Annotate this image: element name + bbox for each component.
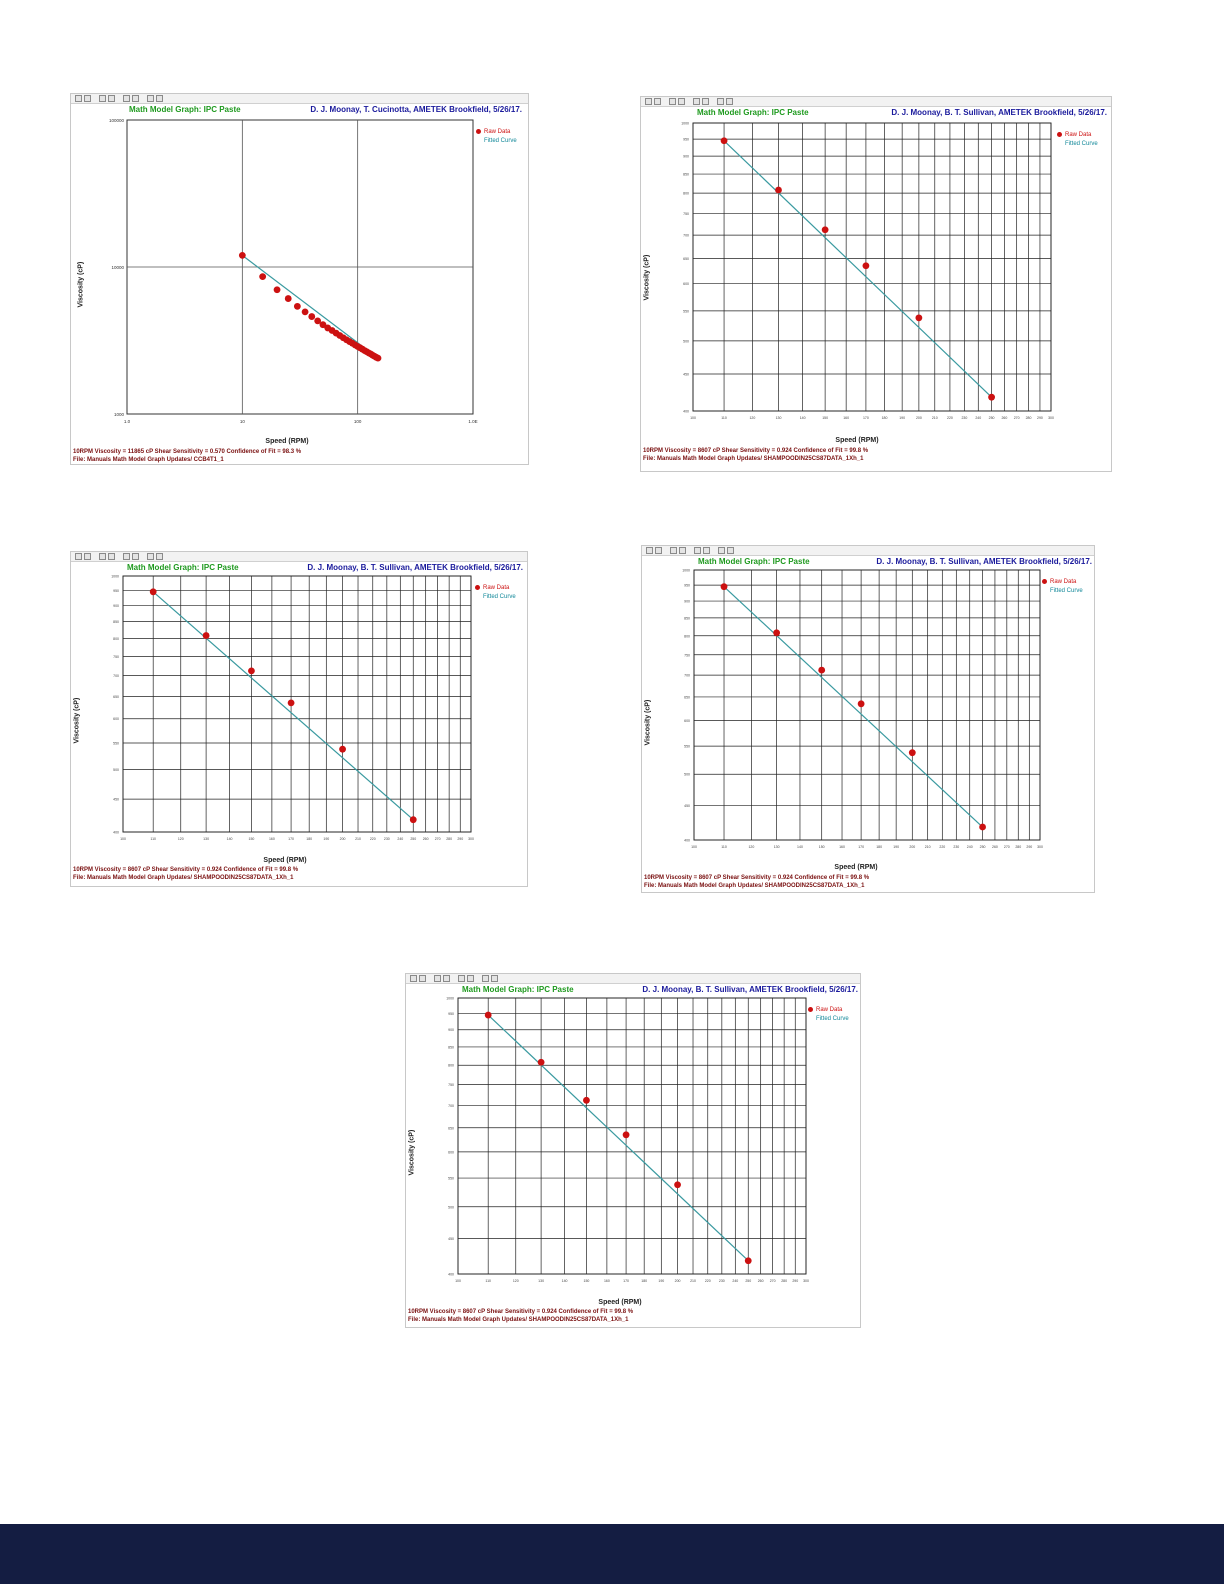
x-tick-label: 290 (457, 837, 464, 841)
x-tick-label: 140 (797, 845, 803, 849)
x-tick-label: 150 (248, 837, 255, 841)
x-tick-label: 110 (721, 845, 727, 849)
x-tick-label: 190 (323, 837, 330, 841)
toolbar-zoom-icon[interactable] (108, 553, 115, 560)
x-tick-label: 260 (1001, 416, 1008, 420)
raw-data-marker-icon (476, 129, 481, 134)
toolbar-zoom-icon[interactable] (123, 553, 130, 560)
raw-data-point (818, 667, 825, 674)
toolbar-save-icon[interactable] (156, 553, 163, 560)
x-tick-label: 260 (757, 1279, 764, 1283)
plot-area (432, 996, 809, 1290)
raw-data-marker-icon (1042, 579, 1047, 584)
graph-file-path: File: Manuals Math Model Graph Updates/ SHAMPOODIN25CS87DATA_1Xh_1 (408, 1317, 629, 1323)
x-tick-label: 280 (1025, 416, 1032, 420)
toolbar-print-icon[interactable] (147, 553, 154, 560)
y-axis-label: Viscosity (cP) (644, 699, 652, 746)
y-tick-label: 10000 (111, 265, 124, 270)
toolbar-arrow-icon[interactable] (419, 975, 426, 982)
raw-data-marker-icon (1057, 132, 1062, 137)
raw-data-point (538, 1059, 545, 1066)
graph-file-path: File: Manuals Math Model Graph Updates/ SHAMPOODIN25CS87DATA_1Xh_1 (73, 875, 294, 881)
y-tick-label: 600 (448, 1150, 454, 1155)
x-tick-label: 130 (538, 1279, 545, 1283)
y-tick-label: 1000 (681, 121, 689, 126)
toolbar-arrow-icon[interactable] (75, 95, 82, 102)
graph-toolbar (71, 552, 527, 562)
toolbar-zoom-icon[interactable] (99, 95, 106, 102)
x-tick-label: 170 (862, 416, 869, 420)
x-tick-label: 180 (641, 1279, 648, 1283)
x-axis-label: Speed (RPM) (265, 438, 309, 445)
toolbar-zoom-icon[interactable] (693, 98, 700, 105)
toolbar-print-icon[interactable] (147, 95, 154, 102)
x-tick-label: 120 (748, 845, 755, 849)
x-tick-label: 210 (690, 1279, 696, 1283)
toolbar-zoom-icon[interactable] (678, 98, 685, 105)
y-tick-label: 450 (683, 372, 689, 377)
y-tick-label: 900 (113, 603, 119, 608)
y-tick-label: 800 (448, 1063, 454, 1068)
toolbar-arrow-icon[interactable] (84, 553, 91, 560)
toolbar-save-icon[interactable] (156, 95, 163, 102)
x-tick-label: 220 (369, 837, 376, 841)
x-tick-label: 100 (353, 419, 362, 424)
x-tick-label: 280 (781, 1279, 788, 1283)
y-tick-label: 450 (684, 803, 690, 808)
y-tick-label: 700 (113, 674, 119, 679)
graph-legend (1057, 131, 1098, 149)
x-tick-label: 280 (1015, 845, 1022, 849)
y-tick-label: 700 (448, 1103, 454, 1108)
x-tick-label: 100 (691, 845, 697, 849)
y-tick-label: 500 (448, 1205, 454, 1210)
toolbar-arrow-icon[interactable] (654, 98, 661, 105)
graph-toolbar (642, 546, 1094, 556)
y-tick-label: 900 (683, 154, 689, 159)
raw-data-point (150, 588, 157, 595)
y-tick-label: 650 (113, 694, 119, 699)
toolbar-arrow-icon[interactable] (84, 95, 91, 102)
raw-data-point (623, 1131, 630, 1138)
y-tick-label: 950 (684, 583, 690, 588)
x-tick-label: 160 (843, 416, 850, 420)
raw-data-point (863, 262, 870, 269)
y-tick-label: 600 (113, 717, 119, 722)
graph-legend (475, 584, 516, 602)
y-tick-label: 850 (113, 619, 119, 624)
x-tick-label: 230 (953, 845, 960, 849)
plot-area (667, 121, 1054, 427)
raw-data-marker-icon (475, 585, 480, 590)
x-tick-label: 200 (339, 837, 346, 841)
toolbar-zoom-icon[interactable] (108, 95, 115, 102)
graph-stats: 10RPM Viscosity = 8607 cP Shear Sensitivity = 0.924 Confidence of Fit = 99.8 % (644, 875, 870, 881)
y-tick-label: 850 (448, 1045, 454, 1050)
legend-fit-label: Fitted Curve (1065, 141, 1098, 147)
graph-title: Math Model Graph: IPC Paste (462, 985, 574, 994)
raw-data-point (410, 816, 417, 823)
graph-stats: 10RPM Viscosity = 8607 cP Shear Sensitivity = 0.924 Confidence of Fit = 99.8 % (408, 1309, 634, 1315)
y-tick-label: 800 (683, 191, 689, 196)
page-footer-band (0, 1524, 1224, 1584)
graph-stats: 10RPM Viscosity = 11865 cP Shear Sensitivity = 0.570 Confidence of Fit = 98.3 % (73, 449, 302, 455)
y-tick-label: 750 (683, 211, 689, 216)
legend-fit-label: Fitted Curve (816, 1016, 849, 1022)
y-tick-label: 100000 (108, 118, 124, 123)
x-tick-label: 220 (939, 845, 946, 849)
x-tick-label: 120 (749, 416, 756, 420)
x-tick-label: 140 (226, 837, 233, 841)
toolbar-zoom-icon[interactable] (443, 975, 450, 982)
x-tick-label: 230 (383, 837, 390, 841)
x-tick-label: 200 (674, 1279, 681, 1283)
y-tick-label: 800 (113, 636, 119, 641)
raw-data-point (274, 286, 281, 293)
toolbar-arrow-icon[interactable] (645, 98, 652, 105)
y-tick-label: 400 (683, 409, 689, 414)
raw-data-point (988, 394, 995, 401)
x-tick-label: 10 (239, 419, 245, 424)
x-tick-label: 250 (988, 416, 995, 420)
legend-fit-label: Fitted Curve (484, 138, 517, 144)
raw-data-point (285, 295, 292, 302)
legend-raw-label: Raw Data (483, 585, 510, 591)
plot-frame (693, 123, 1051, 411)
x-tick-label: 210 (931, 416, 938, 420)
x-tick-label: 210 (924, 845, 931, 849)
x-tick-label: 290 (1026, 845, 1033, 849)
x-tick-label: 240 (732, 1279, 739, 1283)
raw-data-point (674, 1181, 681, 1188)
x-tick-label: 300 (803, 1279, 809, 1283)
toolbar-arrow-icon[interactable] (655, 547, 662, 554)
x-axis-label: Speed (RPM) (598, 1299, 642, 1306)
x-tick-label: 180 (876, 845, 883, 849)
x-tick-label: 250 (745, 1279, 752, 1283)
graph-stats: 10RPM Viscosity = 8607 cP Shear Sensitivity = 0.924 Confidence of Fit = 99.8 % (73, 867, 299, 873)
toolbar-zoom-icon[interactable] (702, 98, 709, 105)
x-tick-label: 160 (268, 837, 275, 841)
legend-raw-label: Raw Data (1050, 579, 1077, 585)
y-tick-label: 400 (113, 830, 119, 835)
raw-data-point (259, 273, 266, 280)
graph-title: Math Model Graph: IPC Paste (129, 105, 241, 114)
raw-data-point (909, 749, 916, 756)
raw-data-point (294, 303, 301, 310)
y-tick-label: 650 (448, 1126, 454, 1131)
x-tick-label: 180 (306, 837, 313, 841)
toolbar-zoom-icon[interactable] (132, 553, 139, 560)
toolbar-arrow-icon[interactable] (75, 553, 82, 560)
graph-panel-1 (70, 93, 529, 465)
y-tick-label: 950 (448, 1011, 454, 1016)
toolbar-zoom-icon[interactable] (679, 547, 686, 554)
legend-raw-label: Raw Data (484, 129, 511, 135)
toolbar-zoom-icon[interactable] (99, 553, 106, 560)
graph-panel-5 (405, 973, 861, 1328)
y-tick-label: 750 (113, 654, 119, 659)
x-tick-label: 240 (397, 837, 404, 841)
x-tick-label: 1.0 (123, 419, 131, 424)
x-tick-label: 200 (909, 845, 916, 849)
y-tick-label: 750 (684, 653, 690, 658)
x-tick-label: 210 (355, 837, 361, 841)
x-tick-label: 200 (915, 416, 922, 420)
x-tick-label: 100 (120, 837, 126, 841)
x-tick-label: 120 (512, 1279, 519, 1283)
raw-data-point (339, 746, 346, 753)
y-tick-label: 750 (448, 1083, 454, 1088)
graph-legend (476, 128, 517, 146)
legend-fit-label: Fitted Curve (1050, 588, 1083, 594)
x-tick-label: 290 (792, 1279, 799, 1283)
x-tick-label: 100 (455, 1279, 461, 1283)
toolbar-zoom-icon[interactable] (458, 975, 465, 982)
graph-panel-4 (641, 545, 1095, 893)
y-tick-label: 1000 (113, 412, 124, 417)
x-axis-label: Speed (RPM) (835, 437, 879, 444)
x-tick-label: 170 (623, 1279, 630, 1283)
x-tick-label: 290 (1037, 416, 1043, 420)
graph-author: D. J. Moonay, T. Cucinotta, AMETEK Brookfield, 5/26/17. (310, 105, 522, 114)
graph-file-path: File: Manuals Math Model Graph Updates/ CCB4T1_1 (73, 457, 224, 463)
graph-file-path: File: Manuals Math Model Graph Updates/ SHAMPOODIN25CS87DATA_1Xh_1 (643, 456, 864, 462)
y-axis-label: Viscosity (cP) (77, 261, 85, 308)
y-tick-label: 1000 (446, 996, 454, 1001)
x-tick-label: 220 (947, 416, 953, 420)
x-tick-label: 130 (775, 416, 782, 420)
legend-raw-label: Raw Data (1065, 132, 1092, 138)
y-tick-label: 450 (448, 1237, 454, 1242)
x-axis-label: Speed (RPM) (834, 864, 878, 871)
graph-author: D. J. Moonay, B. T. Sullivan, AMETEK Brookfield, 5/26/17. (876, 557, 1092, 566)
graph-title: Math Model Graph: IPC Paste (127, 563, 239, 572)
toolbar-zoom-icon[interactable] (467, 975, 474, 982)
x-tick-label: 130 (773, 845, 780, 849)
y-tick-label: 400 (684, 838, 690, 843)
toolbar-zoom-icon[interactable] (703, 547, 710, 554)
toolbar-arrow-icon[interactable] (410, 975, 417, 982)
x-tick-label: 240 (975, 416, 982, 420)
y-tick-label: 1000 (111, 574, 119, 579)
x-tick-label: 280 (446, 837, 453, 841)
x-axis-label: Speed (RPM) (263, 857, 307, 864)
y-tick-label: 800 (684, 634, 690, 639)
raw-data-point (288, 699, 295, 706)
raw-data-point (485, 1012, 492, 1019)
x-tick-label: 270 (1003, 845, 1010, 849)
x-tick-label: 120 (177, 837, 184, 841)
y-tick-label: 450 (113, 797, 119, 802)
x-tick-label: 260 (422, 837, 429, 841)
x-tick-label: 190 (658, 1279, 665, 1283)
legend-fit-label: Fitted Curve (483, 594, 516, 600)
x-tick-label: 100 (690, 416, 696, 420)
y-tick-label: 950 (683, 137, 689, 142)
x-tick-label: 170 (858, 845, 865, 849)
y-tick-label: 550 (113, 741, 119, 746)
graph-title: Math Model Graph: IPC Paste (697, 108, 809, 117)
y-axis-label: Viscosity (cP) (643, 254, 651, 301)
raw-data-point (239, 252, 246, 259)
x-tick-label: 110 (150, 837, 156, 841)
toolbar-print-icon[interactable] (482, 975, 489, 982)
y-tick-label: 500 (683, 339, 689, 344)
graph-title: Math Model Graph: IPC Paste (698, 557, 810, 566)
toolbar-zoom-icon[interactable] (434, 975, 441, 982)
graph-panel-2 (640, 96, 1112, 472)
y-tick-label: 550 (683, 309, 689, 314)
graph-author: D. J. Moonay, B. T. Sullivan, AMETEK Brookfield, 5/26/17. (642, 985, 858, 994)
plot-area (97, 574, 474, 848)
y-axis-label: Viscosity (cP) (73, 697, 81, 744)
y-tick-label: 550 (684, 744, 690, 749)
x-tick-label: 170 (288, 837, 295, 841)
y-tick-label: 850 (683, 172, 689, 177)
x-tick-label: 260 (992, 845, 998, 849)
graph-toolbar (406, 974, 860, 984)
toolbar-zoom-icon[interactable] (123, 95, 130, 102)
raw-data-point (248, 668, 255, 675)
x-tick-label: 270 (434, 837, 441, 841)
graph-toolbar (71, 94, 528, 104)
x-tick-label: 110 (485, 1279, 491, 1283)
raw-data-point (822, 226, 829, 233)
y-axis-label: Viscosity (cP) (408, 1129, 416, 1176)
toolbar-zoom-icon[interactable] (132, 95, 139, 102)
x-tick-label: 180 (881, 416, 888, 420)
graph-author: D. J. Moonay, B. T. Sullivan, AMETEK Brookfield, 5/26/17. (307, 563, 523, 572)
y-tick-label: 550 (448, 1176, 454, 1181)
x-tick-label: 190 (899, 416, 906, 420)
y-tick-label: 950 (113, 588, 119, 593)
raw-data-point (858, 700, 865, 707)
y-tick-label: 1000 (682, 568, 690, 573)
x-tick-label: 230 (961, 416, 968, 420)
plot-area (668, 568, 1043, 856)
x-tick-label: 110 (721, 416, 727, 420)
y-tick-label: 850 (684, 616, 690, 621)
x-tick-label: 300 (468, 837, 474, 841)
graph-legend (1042, 578, 1083, 596)
y-tick-label: 650 (684, 695, 690, 700)
graph-file-path: File: Manuals Math Model Graph Updates/ SHAMPOODIN25CS87DATA_1Xh_1 (644, 883, 865, 889)
raw-data-point (375, 355, 382, 362)
y-tick-label: 700 (683, 233, 689, 238)
x-tick-label: 300 (1037, 845, 1043, 849)
raw-data-point (915, 314, 922, 321)
x-tick-label: 270 (1013, 416, 1020, 420)
y-tick-label: 700 (684, 673, 690, 678)
plot-frame (458, 998, 806, 1274)
toolbar-save-icon[interactable] (726, 98, 733, 105)
raw-data-point (721, 137, 728, 144)
x-tick-label: 130 (203, 837, 210, 841)
x-tick-label: 150 (822, 416, 829, 420)
raw-data-point (745, 1257, 752, 1264)
x-tick-label: 150 (818, 845, 825, 849)
x-tick-label: 270 (769, 1279, 776, 1283)
y-tick-label: 600 (684, 719, 690, 724)
x-tick-label: 150 (583, 1279, 590, 1283)
raw-data-marker-icon (808, 1007, 813, 1012)
y-tick-label: 650 (683, 256, 689, 261)
x-tick-label: 140 (799, 416, 806, 420)
y-tick-label: 900 (448, 1028, 454, 1033)
toolbar-arrow-icon[interactable] (646, 547, 653, 554)
graph-legend (808, 1006, 849, 1024)
raw-data-point (773, 629, 780, 636)
raw-data-point (302, 308, 309, 315)
plot-area (101, 118, 478, 430)
toolbar-print-icon[interactable] (717, 98, 724, 105)
graph-stats: 10RPM Viscosity = 8607 cP Shear Sensitivity = 0.924 Confidence of Fit = 99.8 % (643, 448, 869, 454)
x-tick-label: 190 (893, 845, 900, 849)
graph-author: D. J. Moonay, B. T. Sullivan, AMETEK Brookfield, 5/26/17. (891, 108, 1107, 117)
toolbar-save-icon[interactable] (727, 547, 734, 554)
plot-frame (123, 576, 471, 832)
toolbar-zoom-icon[interactable] (694, 547, 701, 554)
raw-data-point (721, 583, 728, 590)
x-tick-label: 160 (839, 845, 845, 849)
toolbar-zoom-icon[interactable] (669, 98, 676, 105)
y-tick-label: 500 (684, 772, 690, 777)
graph-panel-3 (70, 551, 528, 887)
x-tick-label: 1.0E (468, 419, 478, 424)
raw-data-point (203, 632, 210, 639)
raw-data-point (775, 187, 782, 194)
x-tick-label: 250 (410, 837, 417, 841)
toolbar-save-icon[interactable] (491, 975, 498, 982)
y-tick-label: 400 (448, 1272, 454, 1277)
graph-toolbar (641, 97, 1111, 107)
x-tick-label: 140 (561, 1279, 568, 1283)
plot-frame (694, 570, 1040, 840)
y-tick-label: 500 (113, 768, 119, 773)
raw-data-point (308, 313, 315, 320)
legend-raw-label: Raw Data (816, 1007, 843, 1013)
raw-data-point (979, 824, 986, 831)
x-tick-label: 300 (1048, 416, 1054, 420)
x-tick-label: 230 (718, 1279, 725, 1283)
raw-data-point (583, 1097, 590, 1104)
x-tick-label: 220 (704, 1279, 711, 1283)
toolbar-zoom-icon[interactable] (670, 547, 677, 554)
y-tick-label: 600 (683, 282, 689, 287)
toolbar-print-icon[interactable] (718, 547, 725, 554)
x-tick-label: 240 (966, 845, 973, 849)
x-tick-label: 250 (979, 845, 986, 849)
x-tick-label: 160 (603, 1279, 610, 1283)
y-tick-label: 900 (684, 599, 690, 604)
